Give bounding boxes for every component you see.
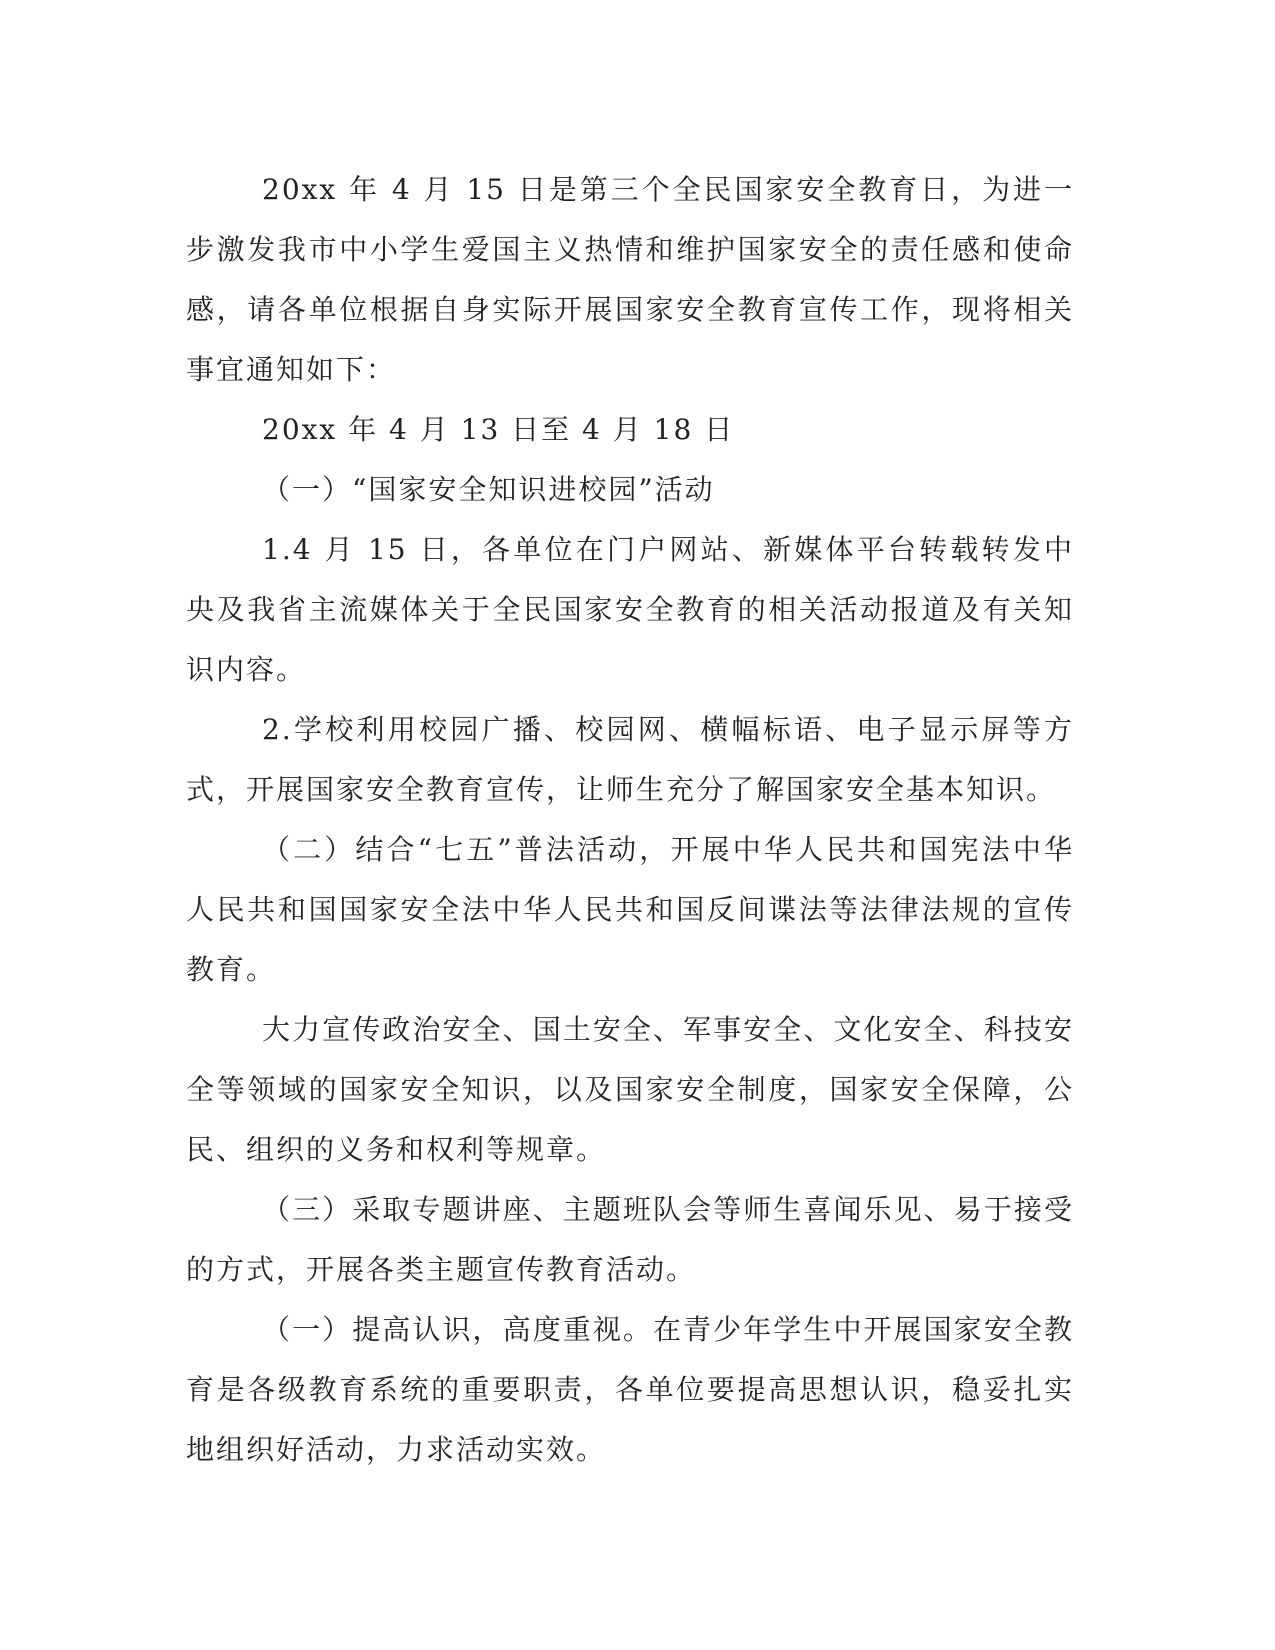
paragraph-section-2-detail: 大力宣传政治安全、国土安全、军事安全、文化安全、科技安全等领域的国家安全知识，以及国家安全制度，国家安全保障，公民、组织的义务和权利等规章。 xyxy=(186,1013,1074,1166)
paragraph-section-1-heading: （一）“国家安全知识进校园”活动 xyxy=(262,473,715,506)
paragraph-item-2: 2.学校利用校园广播、校园网、横幅标语、电子显示屏等方式，开展国家安全教育宣传，让师生充分了解国家安全基本知识。 xyxy=(186,713,1074,806)
paragraph-section-2: （二）结合“七五”普法活动，开展中华人民共和国宪法中华人民共和国国家安全法中华人民共和国反间谍法等法律法规的宣传教育。 xyxy=(186,833,1074,986)
paragraph-item-1: 1.4 月 15 日，各单位在门户网站、新媒体平台转载转发中央及我省主流媒体关于全民国家安全教育的相关活动报道及有关知识内容。 xyxy=(186,533,1074,686)
paragraph-section-3: （三）采取专题讲座、主题班队会等师生喜闻乐见、易于接受的方式，开展各类主题宣传教育活动。 xyxy=(186,1193,1074,1286)
paragraph-dates: 20xx 年 4 月 13 日至 4 月 18 日 xyxy=(262,413,735,446)
document-body xyxy=(186,160,1074,1480)
paragraph-requirement-1: （一）提高认识，高度重视。在青少年学生中开展国家安全教育是各级教育系统的重要职责，各单位要提高思想认识，稳妥扎实地组织好活动，力求活动实效。 xyxy=(186,1313,1074,1466)
paragraph-intro: 20xx 年 4 月 15 日是第三个全民国家安全教育日，为进一步激发我市中小学生爱国主义热情和维护国家安全的责任感和使命感，请各单位根据自身实际开展国家安全教育宣传工作，现将相关事宜通知如下： xyxy=(186,173,1074,386)
